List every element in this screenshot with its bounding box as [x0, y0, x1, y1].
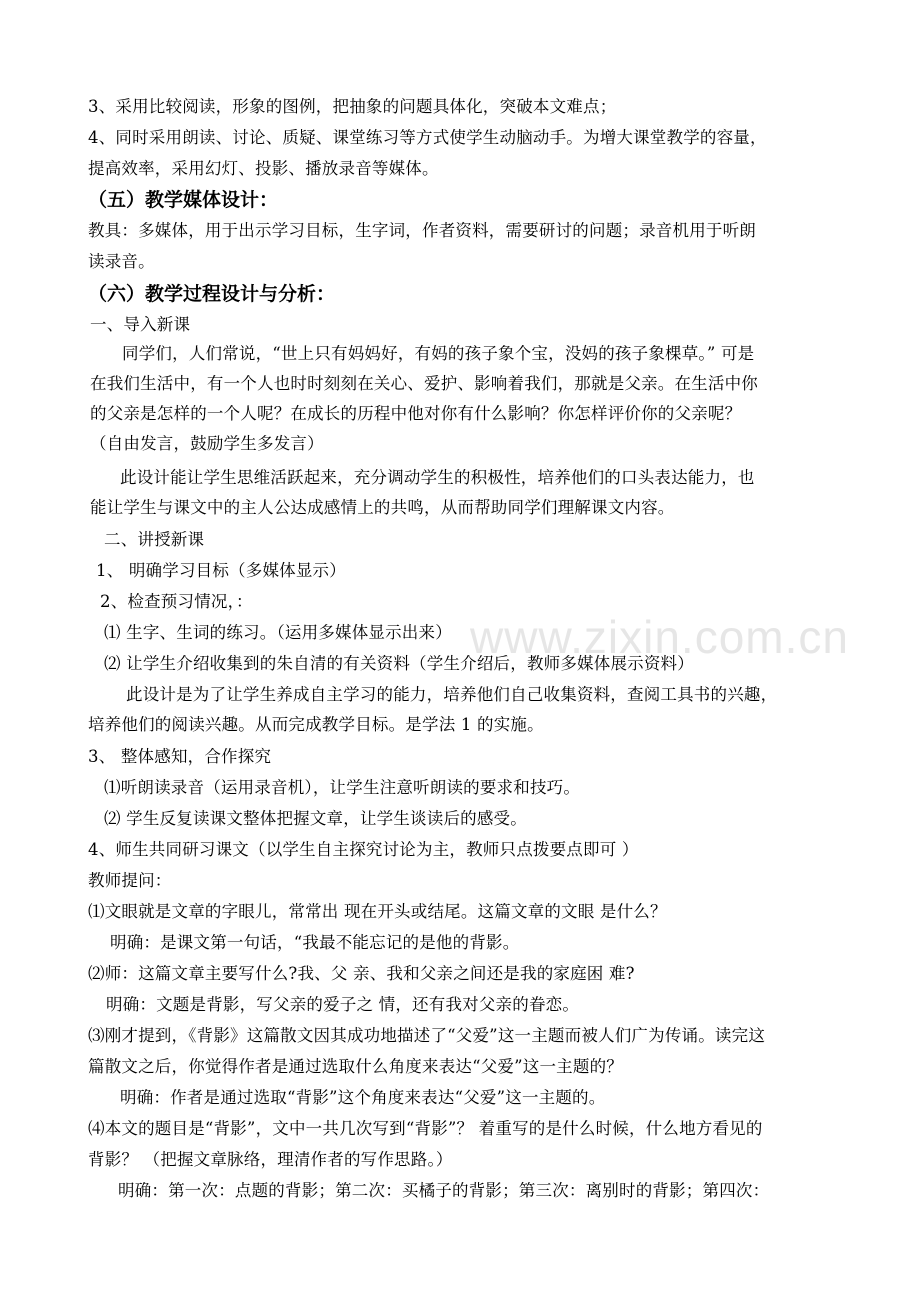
text-line: 2、检查预习情况，：	[100, 592, 253, 611]
section-heading-process: （六）教学过程设计与分析：	[88, 283, 336, 305]
text-line: （自由发言，鼓励学生多发言）	[90, 434, 324, 453]
text-line: ⑵ 让学生介绍收集到的朱自清的有关资料（学生介绍后，教师多媒体展示资料）	[104, 654, 694, 673]
text-line: ⑶刚才提到，《背影》这篇散文因其成功地描述了“父爱”这一主题而被人们广为传诵。读完这	[88, 1026, 766, 1045]
text-line: ⑷本文的题目是“背影”，文中一共几次写到“背影”？ 着重写的是什么时候，什么地方看见的	[88, 1119, 763, 1138]
text-line: ⑵师：这篇文章主要写什么?我、父 亲、我和父亲之间还是我的家庭困 难?	[88, 964, 635, 983]
text-line: 此设计是为了让学生养成自主学习的能力，培养他们自己收集资料，查阅工具书的兴趣，	[126, 685, 778, 704]
text-line: 1、 明确学习目标（多媒体显示）	[96, 561, 346, 580]
text-line: 在我们生活中，有一个人也时时刻刻在关心、爱护、影响着我们，那就是父亲。在生活中你	[90, 374, 758, 393]
text-line: ⑴听朗读录音（运用录音机），让学生注意听朗读的要求和技巧。	[104, 778, 581, 797]
text-line: 一、导入新课	[90, 315, 191, 334]
text-line: 的父亲是怎样的一个人呢？在成长的历程中他对你有什么影响？你怎样评价你的父亲呢？	[90, 404, 742, 423]
text-line: 同学们，人们常说，“世上只有妈妈好，有妈的孩子象个宝，没妈的孩子象棵草。” 可是	[122, 344, 755, 363]
text-line: ⑴ 生字、生词的练习。（运用多媒体显示出来）	[104, 623, 452, 642]
text-line: 读录音。	[88, 252, 155, 271]
text-line: 明确：是课文第一句话，“我最不能忘记的是他的背影。	[110, 933, 520, 952]
watermark: www.zixin.com.cn	[470, 611, 849, 663]
text-line: 3、 整体感知，合作探究	[88, 747, 272, 766]
text-line: 二、讲授新课	[104, 530, 205, 549]
text-line: 此设计能让学生思维活跃起来，充分调动学生的积极性，培养他们的口头表达能力，也	[120, 468, 755, 487]
text-line: 篇散文之后，你觉得作者是通过选取什么角度来表达“父爱”这一主题的？	[88, 1057, 623, 1076]
text-line: 教具：多媒体，用于出示学习目标，生字词，作者资料，需要研讨的问题；录音机用于听朗	[88, 221, 756, 240]
text-line: 教师提问：	[88, 871, 172, 890]
section-heading-media: （五）教学媒体设计：	[88, 189, 279, 211]
text-line: 3、采用比较阅读，形象的图例，把抽象的问题具体化，突破本文难点；	[88, 97, 617, 116]
text-line: 培养他们的阅读兴趣。从而完成教学目标。是学法 1 的实施。	[88, 715, 544, 734]
text-line: ⑵ 学生反复读课文整体把握文章，让学生谈读后的感受。	[104, 809, 527, 828]
text-line: 明确：作者是通过选取“背影”这个角度来表达“父爱”这一主题的。	[120, 1088, 606, 1107]
text-line: 背影？ （把握文章脉络，理清作者的写作思路。）	[88, 1150, 453, 1169]
text-line: 能让学生与课文中的主人公达成感情上的共鸣，从而帮助同学们理解课文内容。	[90, 498, 675, 517]
text-line: 明确：文题是背影，写父亲的爱子之 情，还有我对父亲的眷恋。	[106, 995, 580, 1014]
text-line: ⑴文眼就是文章的字眼儿，常常出 现在开头或结尾。这篇文章的文眼 是什么？	[88, 902, 667, 921]
text-line: 4、师生共同研习课文（以学生自主探究讨论为主，教师只点拨要点即可 ）	[88, 840, 639, 859]
text-line: 提高效率，采用幻灯、投影、播放录音等媒体。	[88, 159, 439, 178]
text-line: 4、同时采用朗读、讨论、质疑、课堂练习等方式使学生动脑动手。为增大课堂教学的容量，	[88, 128, 767, 147]
text-line: 明确：第一次：点题的背影；第二次：买橘子的背影；第三次：离别时的背影；第四次：	[118, 1181, 770, 1200]
